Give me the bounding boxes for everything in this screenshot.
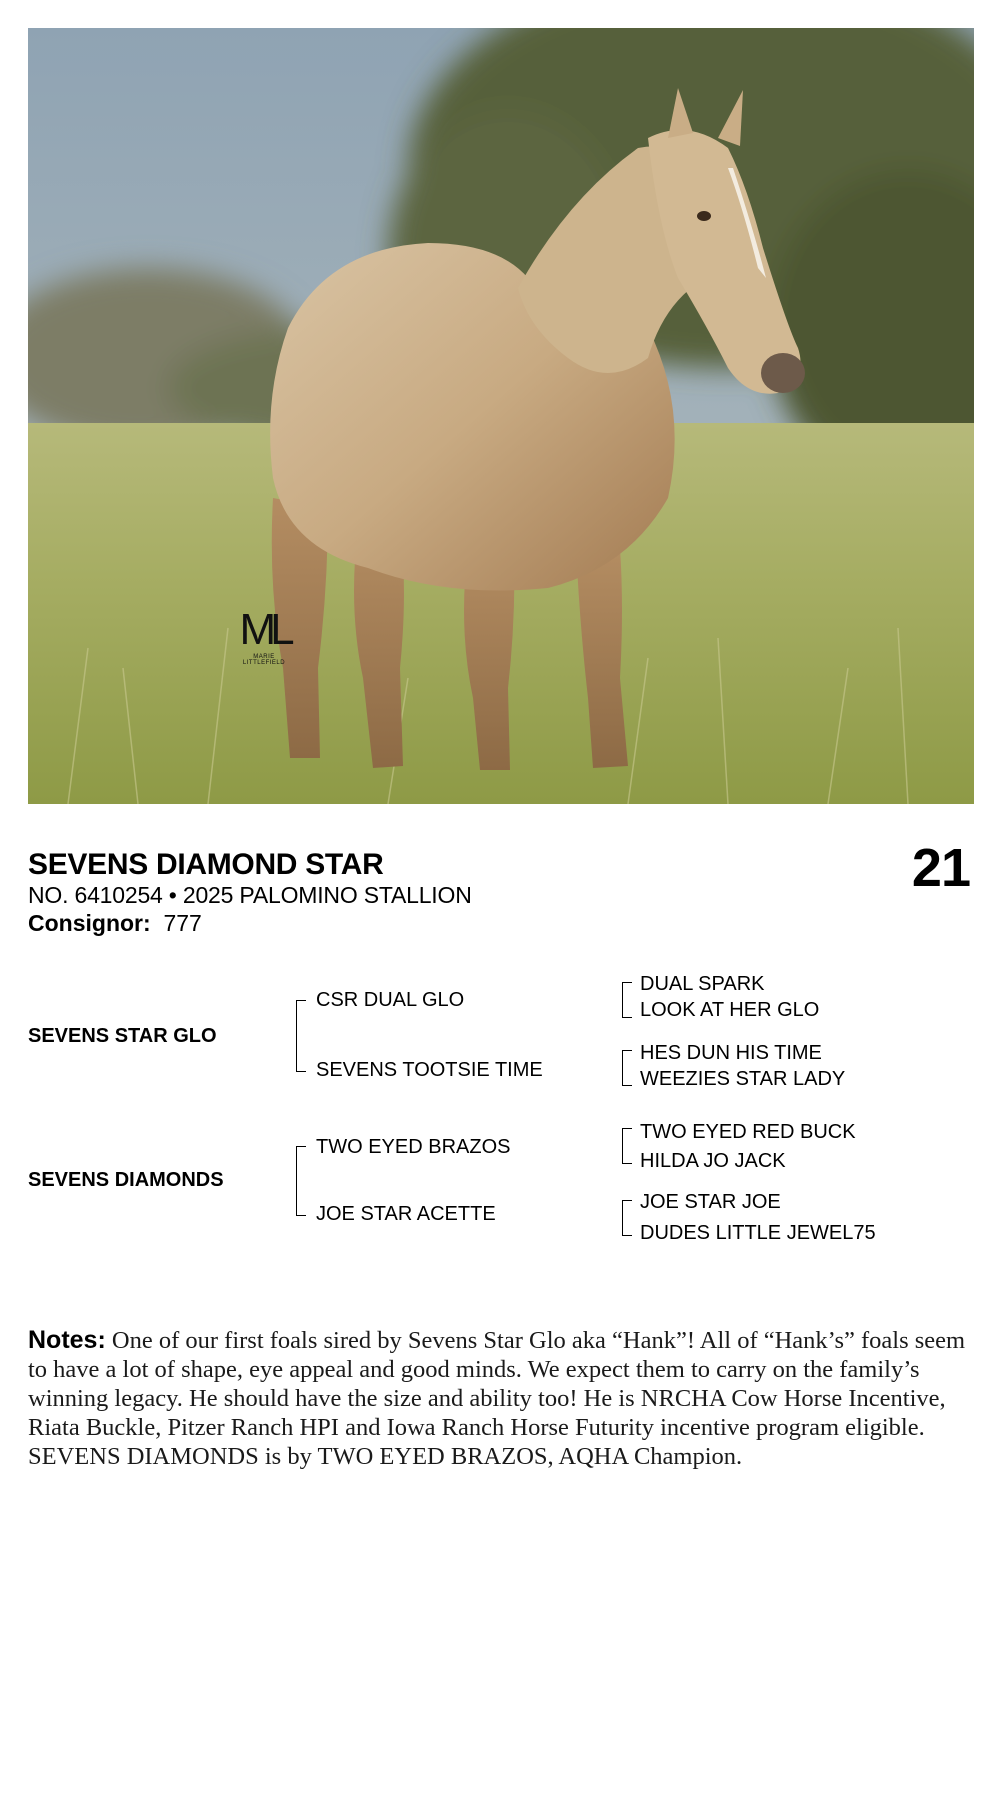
pedigree-dam-sire: TWO EYED BRAZOS bbox=[316, 1136, 511, 1158]
pedigree-ss-sire: DUAL SPARK bbox=[640, 973, 765, 995]
consignor-line bbox=[28, 909, 828, 937]
notes-label: Notes: bbox=[28, 1326, 106, 1354]
pedigree-dd-dam: DUDES LITTLE JEWEL75 bbox=[640, 1222, 876, 1244]
consignor-label: Consignor: bbox=[28, 910, 151, 936]
pedigree-bracket-dam bbox=[296, 1146, 306, 1216]
watermark-caption: MARIE LITTLEFIELD bbox=[242, 654, 286, 666]
pedigree-bracket-ss bbox=[622, 982, 632, 1018]
pedigree-bracket-sd bbox=[622, 1050, 632, 1086]
consignor-value: 777 bbox=[163, 910, 202, 936]
pedigree-sire-sire: CSR DUAL GLO bbox=[316, 989, 465, 1011]
pedigree-ds-dam: HILDA JO JACK bbox=[640, 1150, 786, 1172]
notes-text: One of our first foals sired by Sevens Star Glo aka “Hank”! All of “Hank’s” foals seem to have a lot of shape, eye appeal and good minds. We expect them to carry on the family’s winning legacy. He should have the size and ability too! He is NRCHA Cow Horse Incentive, Riata Buckle, Pitzer Ranch HPI and Iowa Ranch Horse Futurity incentive program eligible. SEVENS DIAMONDS is by TWO EYED BRAZOS, AQHA Champion. bbox=[28, 1327, 966, 1470]
horse-photo-illustration bbox=[28, 28, 974, 804]
horse-photo bbox=[28, 28, 974, 804]
pedigree-sire-dam: SEVENS TOOTSIE TIME bbox=[316, 1059, 543, 1081]
pedigree-bracket-sire bbox=[296, 1000, 306, 1072]
pedigree-ds-sire: TWO EYED RED BUCK bbox=[640, 1121, 856, 1143]
horse-name: SEVENS DIAMOND STAR bbox=[28, 848, 384, 881]
pedigree-bracket-dd bbox=[622, 1200, 632, 1236]
pedigree-sd-dam: WEEZIES STAR LADY bbox=[640, 1068, 846, 1090]
horse-title-block bbox=[28, 848, 828, 937]
photographer-watermark bbox=[234, 605, 294, 666]
pedigree-dd-sire: JOE STAR JOE bbox=[640, 1191, 781, 1213]
pedigree-dam-dam: JOE STAR ACETTE bbox=[316, 1203, 496, 1225]
pedigree-sire: SEVENS STAR GLO bbox=[28, 1025, 217, 1047]
lot-number: 21 bbox=[911, 838, 970, 898]
pedigree-bracket-ds bbox=[622, 1128, 632, 1164]
pedigree-sd-sire: HES DUN HIS TIME bbox=[640, 1042, 822, 1064]
registration-line: NO. 6410254 • 2025 PALOMINO STALLION bbox=[28, 882, 472, 908]
pedigree-ss-dam: LOOK AT HER GLO bbox=[640, 999, 820, 1021]
watermark-monogram: ML bbox=[239, 605, 289, 654]
notes-paragraph bbox=[28, 1326, 968, 1471]
pedigree-dam: SEVENS DIAMONDS bbox=[28, 1169, 224, 1191]
